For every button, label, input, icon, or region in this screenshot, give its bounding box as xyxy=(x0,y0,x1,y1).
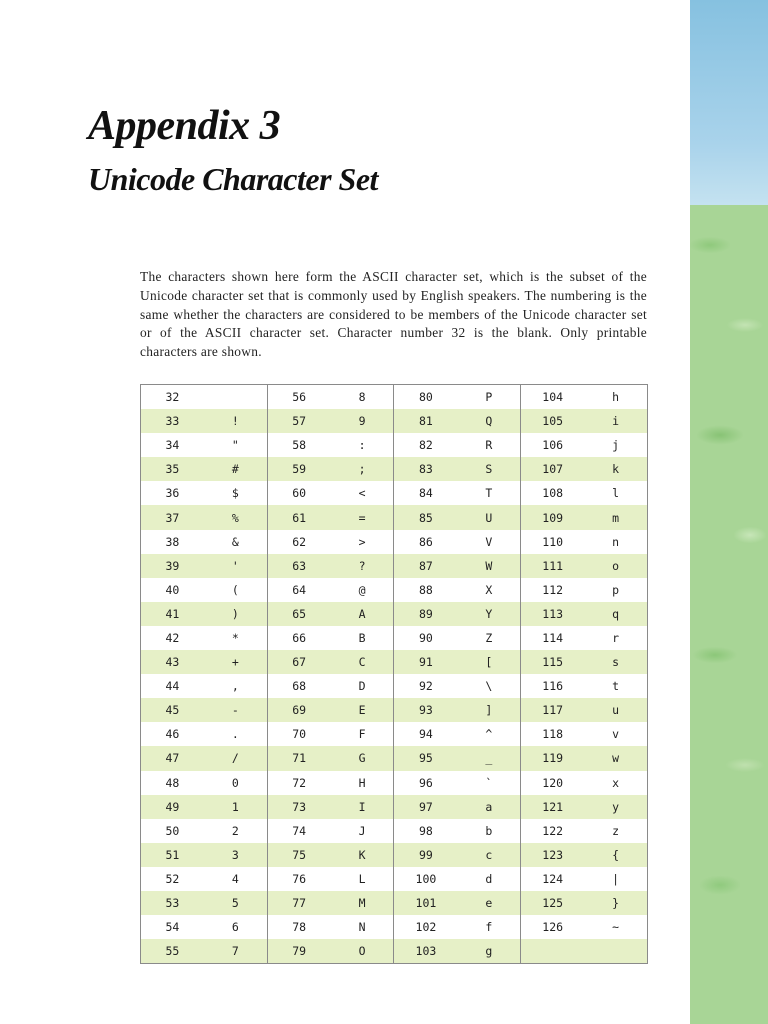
char-glyph-cell: q xyxy=(584,602,647,626)
char-code-cell: 39 xyxy=(141,554,204,578)
char-glyph-cell: B xyxy=(358,630,366,645)
char-glyph-cell: ' xyxy=(204,554,267,578)
char-code-cell: 107 xyxy=(521,457,584,481)
char-code-cell: 68 xyxy=(267,674,330,698)
char-glyph-cell: r xyxy=(612,630,620,645)
char-code-cell: 112 xyxy=(521,578,584,602)
char-glyph-cell: g xyxy=(457,939,520,964)
char-code-cell: 98 xyxy=(394,819,457,843)
char-glyph-cell: ; xyxy=(331,457,394,481)
char-glyph-cell: 7 xyxy=(204,939,267,964)
char-code-cell: 56 xyxy=(267,385,330,410)
char-code-cell: 117 xyxy=(521,698,584,722)
char-code-cell: 53 xyxy=(141,891,204,915)
char-glyph-cell: 0 xyxy=(231,775,239,790)
char-code-cell: 119 xyxy=(521,746,584,770)
char-glyph-cell: - xyxy=(204,698,267,722)
char-code-cell: 85 xyxy=(394,505,457,529)
char-glyph-cell: 1 xyxy=(204,795,267,819)
table-row xyxy=(141,867,648,891)
char-code-cell: 52 xyxy=(165,871,180,886)
char-glyph-cell: I xyxy=(331,795,394,819)
char-glyph-cell: ] xyxy=(457,698,520,722)
char-code-cell: 115 xyxy=(521,650,584,674)
char-code-cell: 60 xyxy=(267,481,330,505)
char-code-cell: 91 xyxy=(394,650,457,674)
table-row xyxy=(141,433,648,457)
char-code-cell: 55 xyxy=(141,939,204,964)
char-code-cell: 100 xyxy=(394,867,457,891)
char-glyph-cell: m xyxy=(584,505,647,529)
char-code-cell: 84 xyxy=(394,481,457,505)
table-row xyxy=(141,795,648,819)
char-code-cell: 45 xyxy=(141,698,204,722)
char-code-cell: 72 xyxy=(267,771,330,795)
table-row xyxy=(141,602,648,626)
char-glyph-cell: . xyxy=(231,727,239,742)
char-glyph-cell: h xyxy=(612,390,620,405)
char-code-cell: 49 xyxy=(141,795,204,819)
char-glyph-cell: d xyxy=(485,871,493,886)
char-code-cell: 62 xyxy=(267,530,330,554)
char-code-cell: 124 xyxy=(521,867,584,891)
char-code-cell: 121 xyxy=(521,795,584,819)
char-code-cell: 51 xyxy=(141,843,204,867)
char-code-cell: 88 xyxy=(394,578,457,602)
char-code-cell: 75 xyxy=(267,843,330,867)
table-row xyxy=(141,626,648,650)
char-code-cell: 89 xyxy=(394,602,457,626)
char-glyph-cell: < xyxy=(358,486,366,501)
char-code-cell: 58 xyxy=(267,433,330,457)
char-code-cell: 125 xyxy=(521,891,584,915)
char-glyph-cell: G xyxy=(331,746,394,770)
char-glyph-cell: / xyxy=(204,746,267,770)
char-glyph-cell: M xyxy=(331,891,394,915)
table-row xyxy=(141,385,648,410)
char-code-cell: 64 xyxy=(267,578,330,602)
table-row xyxy=(141,722,648,746)
grass-image xyxy=(690,205,768,1024)
char-code-cell: 104 xyxy=(521,385,584,410)
char-glyph-cell: _ xyxy=(457,746,520,770)
table-row xyxy=(141,915,648,939)
char-glyph-cell: H xyxy=(358,775,366,790)
char-code-cell: 69 xyxy=(267,698,330,722)
char-glyph-cell: S xyxy=(457,457,520,481)
char-glyph-cell: D xyxy=(358,679,366,694)
table-row xyxy=(141,674,648,698)
char-code-cell: 42 xyxy=(165,630,180,645)
char-code-cell: 123 xyxy=(521,843,584,867)
char-glyph-cell: v xyxy=(612,727,620,742)
char-code-cell: 50 xyxy=(165,823,180,838)
char-glyph-cell: z xyxy=(612,823,620,838)
char-code-cell: 38 xyxy=(165,534,180,549)
char-code-cell: 110 xyxy=(521,530,584,554)
char-glyph-cell: Q xyxy=(457,409,520,433)
table-row xyxy=(141,698,648,722)
char-glyph-cell: } xyxy=(584,891,647,915)
char-glyph-cell: 5 xyxy=(204,891,267,915)
char-code-cell: 74 xyxy=(267,819,330,843)
char-glyph-cell: 9 xyxy=(331,409,394,433)
char-code-cell: 114 xyxy=(521,626,584,650)
char-code-cell: 47 xyxy=(141,746,204,770)
char-glyph-cell: U xyxy=(457,505,520,529)
char-glyph-cell: i xyxy=(584,409,647,433)
char-glyph-cell: e xyxy=(457,891,520,915)
char-glyph-cell: > xyxy=(358,534,366,549)
char-glyph-cell: A xyxy=(331,602,394,626)
table-row xyxy=(141,578,648,602)
char-glyph-cell: l xyxy=(612,486,620,501)
char-code-cell: 111 xyxy=(521,554,584,578)
char-glyph-cell: K xyxy=(331,843,394,867)
char-glyph-cell: 2 xyxy=(231,823,239,838)
char-glyph-cell: j xyxy=(612,438,620,453)
char-glyph-cell: t xyxy=(612,679,620,694)
char-code-cell: 97 xyxy=(394,795,457,819)
table-row xyxy=(141,650,648,674)
char-glyph-cell: u xyxy=(584,698,647,722)
char-code-cell: 36 xyxy=(165,486,180,501)
table-row xyxy=(141,746,648,770)
char-glyph-cell: ` xyxy=(485,775,493,790)
char-code-cell: 35 xyxy=(141,457,204,481)
char-glyph-cell: x xyxy=(612,775,620,790)
char-glyph-cell: b xyxy=(485,823,493,838)
table-row xyxy=(141,409,648,433)
table-row xyxy=(141,530,648,554)
char-code-cell: 113 xyxy=(521,602,584,626)
char-code-cell: 101 xyxy=(394,891,457,915)
char-glyph-cell: p xyxy=(612,582,620,597)
char-glyph-cell: f xyxy=(485,920,493,935)
char-glyph-cell: P xyxy=(485,390,493,405)
char-code-cell: 44 xyxy=(165,679,180,694)
char-code-cell: 67 xyxy=(267,650,330,674)
char-code-cell: 99 xyxy=(394,843,457,867)
char-code-cell: 106 xyxy=(521,433,584,457)
table-row xyxy=(141,481,648,505)
char-code-cell: 73 xyxy=(267,795,330,819)
char-code-cell: 126 xyxy=(521,915,584,939)
char-glyph-cell: k xyxy=(584,457,647,481)
char-glyph-cell: ~ xyxy=(612,920,620,935)
char-glyph-cell: ( xyxy=(231,582,239,597)
char-code-cell: 34 xyxy=(165,438,180,453)
char-code-cell: 79 xyxy=(267,939,330,964)
char-code-cell: 108 xyxy=(521,481,584,505)
char-glyph-cell xyxy=(584,939,647,964)
table-row xyxy=(141,891,648,915)
char-code-cell: 83 xyxy=(394,457,457,481)
char-code-cell: 93 xyxy=(394,698,457,722)
char-code-cell: 92 xyxy=(394,674,457,698)
char-glyph-cell: \ xyxy=(485,679,493,694)
char-glyph-cell: Y xyxy=(457,602,520,626)
char-glyph-cell: w xyxy=(584,746,647,770)
char-code-cell: 96 xyxy=(394,771,457,795)
char-glyph-cell: 3 xyxy=(204,843,267,867)
char-code-cell: 66 xyxy=(267,626,330,650)
char-glyph-cell: s xyxy=(584,650,647,674)
char-glyph-cell: 4 xyxy=(231,871,239,886)
char-glyph-cell: X xyxy=(485,582,493,597)
char-code-cell: 54 xyxy=(165,920,180,935)
char-glyph-cell: , xyxy=(231,679,239,694)
char-glyph-cell: Z xyxy=(485,630,493,645)
char-code-cell: 41 xyxy=(141,602,204,626)
char-glyph-cell: = xyxy=(331,505,394,529)
char-glyph-cell: @ xyxy=(358,582,366,597)
char-code-cell: 122 xyxy=(521,819,584,843)
char-code-cell: 40 xyxy=(165,582,180,597)
char-code-cell: 32 xyxy=(165,390,180,405)
char-glyph-cell: + xyxy=(204,650,267,674)
char-code-cell: 109 xyxy=(521,505,584,529)
decorative-side-band xyxy=(690,0,768,1024)
char-code-cell: 118 xyxy=(521,722,584,746)
char-glyph-cell: E xyxy=(331,698,394,722)
char-code-cell: 87 xyxy=(394,554,457,578)
char-glyph-cell: T xyxy=(485,486,493,501)
char-code-cell: 46 xyxy=(165,727,180,742)
table-row xyxy=(141,843,648,867)
char-glyph-cell: | xyxy=(612,871,620,886)
char-code-cell xyxy=(521,939,584,964)
char-glyph-cell: 6 xyxy=(231,920,239,935)
char-code-cell: 61 xyxy=(267,505,330,529)
char-code-cell: 63 xyxy=(267,554,330,578)
char-glyph-cell: # xyxy=(204,457,267,481)
char-glyph-cell: & xyxy=(231,534,239,549)
char-glyph-cell: $ xyxy=(231,486,239,501)
char-code-cell: 48 xyxy=(165,775,180,790)
char-code-cell: 116 xyxy=(521,674,584,698)
char-glyph-cell: % xyxy=(204,505,267,529)
char-glyph-cell xyxy=(204,385,267,410)
char-glyph-cell: F xyxy=(358,727,366,742)
table-row xyxy=(141,505,648,529)
char-code-cell: 78 xyxy=(267,915,330,939)
char-glyph-cell: y xyxy=(584,795,647,819)
char-code-cell: 81 xyxy=(394,409,457,433)
char-glyph-cell: { xyxy=(584,843,647,867)
char-glyph-cell: : xyxy=(358,438,366,453)
char-code-cell: 37 xyxy=(141,505,204,529)
table-row xyxy=(141,819,648,843)
char-glyph-cell: ^ xyxy=(485,727,493,742)
table-row xyxy=(141,554,648,578)
char-glyph-cell: V xyxy=(485,534,493,549)
char-code-cell: 102 xyxy=(394,915,457,939)
char-glyph-cell: C xyxy=(331,650,394,674)
char-code-cell: 80 xyxy=(394,385,457,410)
page-title: Appendix 3 xyxy=(88,103,281,149)
char-code-cell: 71 xyxy=(267,746,330,770)
char-code-cell: 82 xyxy=(394,433,457,457)
table-row xyxy=(141,457,648,481)
char-glyph-cell: W xyxy=(457,554,520,578)
char-glyph-cell: ) xyxy=(204,602,267,626)
char-code-cell: 59 xyxy=(267,457,330,481)
intro-paragraph: The characters shown here form the ASCII character set, which is the subset of the Unicode character set that is commonly used by English speakers. The numbering is the same whether the characters are considered to be members of the Unicode character set or of the ASCII character set. Character number 32 is the blank. Only printable characters are shown. xyxy=(140,269,647,360)
char-code-cell: 120 xyxy=(521,771,584,795)
table-row xyxy=(141,939,648,964)
char-code-cell: 70 xyxy=(267,722,330,746)
char-glyph-cell: L xyxy=(358,871,366,886)
char-code-cell: 95 xyxy=(394,746,457,770)
char-glyph-cell: O xyxy=(331,939,394,964)
char-code-cell: 103 xyxy=(394,939,457,964)
char-code-cell: 65 xyxy=(267,602,330,626)
char-code-cell: 90 xyxy=(394,626,457,650)
char-glyph-cell: n xyxy=(612,534,620,549)
char-glyph-cell: * xyxy=(231,630,239,645)
char-code-cell: 105 xyxy=(521,409,584,433)
char-code-cell: 43 xyxy=(141,650,204,674)
char-glyph-cell: a xyxy=(457,795,520,819)
ascii-table xyxy=(140,384,648,964)
char-glyph-cell: ? xyxy=(331,554,394,578)
char-glyph-cell: [ xyxy=(457,650,520,674)
char-glyph-cell: J xyxy=(358,823,366,838)
char-glyph-cell: N xyxy=(358,920,366,935)
char-glyph-cell: ! xyxy=(204,409,267,433)
char-glyph-cell: " xyxy=(231,438,239,453)
char-glyph-cell: o xyxy=(584,554,647,578)
table-row xyxy=(141,771,648,795)
page-subtitle: Unicode Character Set xyxy=(88,161,378,197)
char-glyph-cell: R xyxy=(485,438,493,453)
char-code-cell: 57 xyxy=(267,409,330,433)
sky-image xyxy=(690,0,768,205)
char-code-cell: 33 xyxy=(141,409,204,433)
char-glyph-cell: 8 xyxy=(358,390,366,405)
char-code-cell: 76 xyxy=(267,867,330,891)
char-glyph-cell: c xyxy=(457,843,520,867)
char-code-cell: 86 xyxy=(394,530,457,554)
char-code-cell: 77 xyxy=(267,891,330,915)
char-code-cell: 94 xyxy=(394,722,457,746)
